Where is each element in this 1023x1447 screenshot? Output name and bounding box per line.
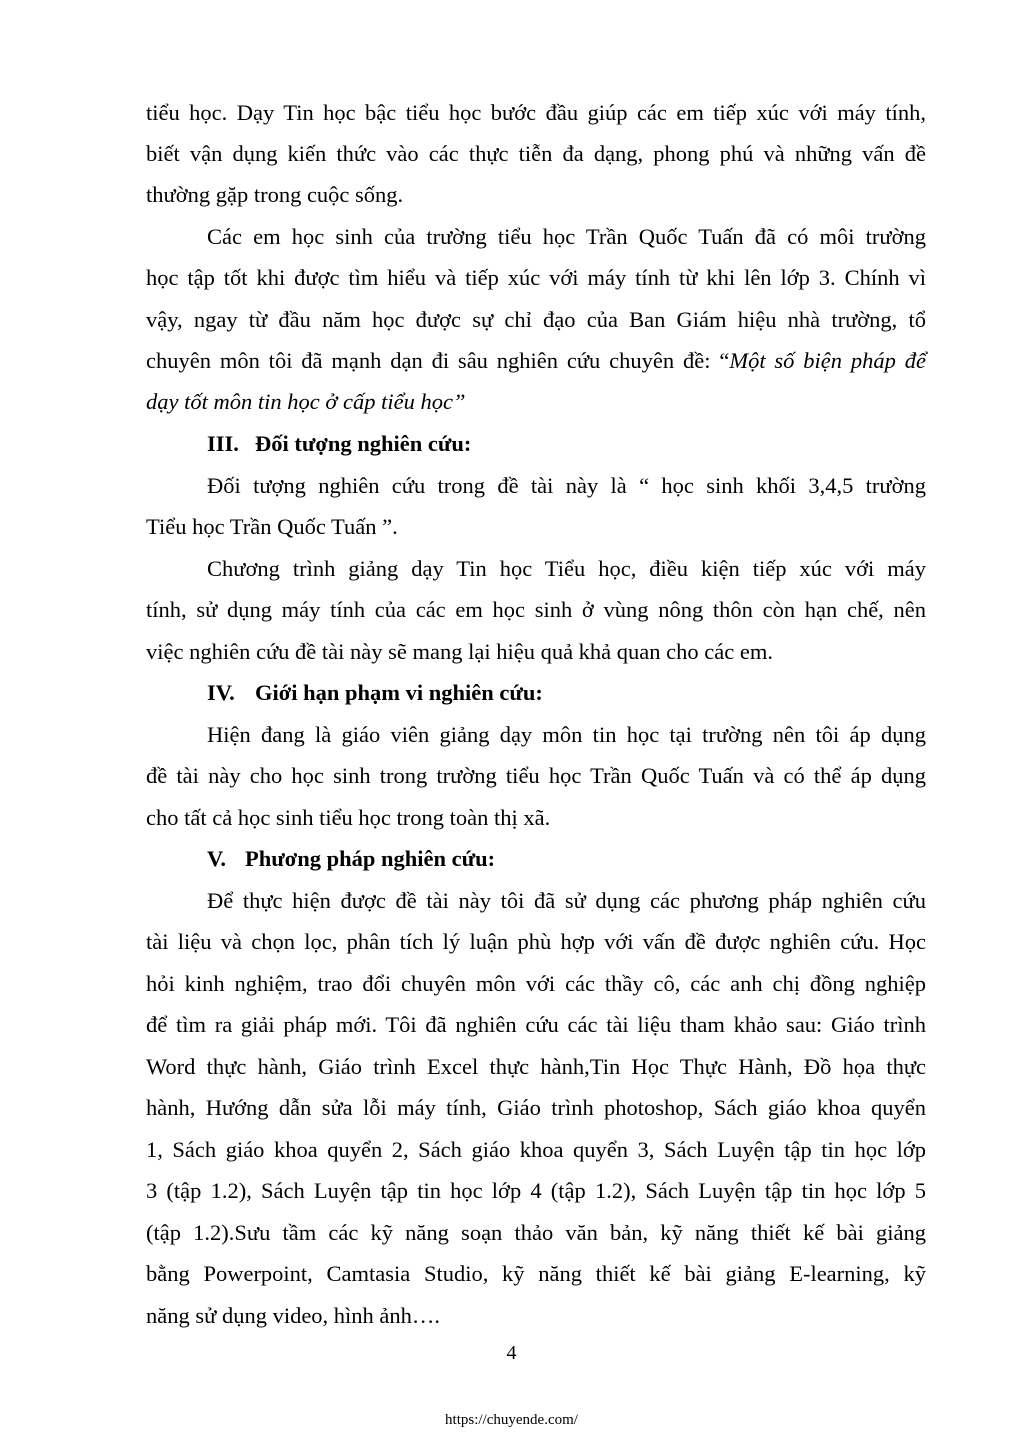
paragraph-text: chuyên môn tôi đã mạnh dạn đi sâu nghiên cứu chuyên đề: “ [146,348,730,373]
paragraph-line: tính, sử dụng máy tính của các em học sinh ở vùng nông thôn còn hạn chế, nên [146,597,926,622]
paragraph-line: hỏi kinh nghiệm, trao đổi chuyên môn với các thầy cô, các anh chị đồng nghiệp [146,971,926,996]
paragraph-line: đề tài này cho học sinh trong trường tiểu học Trần Quốc Tuấn và có thể áp dụng [146,763,926,788]
paragraph-line: học tập tốt khi được tìm hiểu và tiếp xúc với máy tính từ khi lên lớp 3. Chính vì [146,265,926,290]
paragraph-line: 3 (tập 1.2), Sách Luyện tập tin học lớp 4 (tập 1.2), Sách Luyện tập tin học lớp 5 [146,1178,926,1203]
paragraph-line: thường gặp trong cuộc sống. [146,182,404,207]
section-title: Giới hạn phạm vi nghiên cứu: [255,680,543,705]
topic-title-italic: Một số biện pháp để [729,348,926,373]
paragraph-line: Hiện đang là giáo viên giảng dạy môn tin học tại trường nên tôi áp dụng [207,722,926,747]
paragraph-line: Chương trình giảng dạy Tin học Tiểu học, điều kiện tiếp xúc với máy [207,556,926,581]
paragraph-line: bằng Powerpoint, Camtasia Studio, kỹ năng thiết kế bài giảng E-learning, kỹ [146,1261,926,1286]
paragraph-line: vậy, ngay từ đầu năm học được sự chỉ đạo của Ban Giám hiệu nhà trường, tổ [146,307,926,332]
section-heading [207,430,926,458]
section-title: Đối tượng nghiên cứu: [255,431,472,456]
paragraph-line: Đối tượng nghiên cứu trong đề tài này là “ học sinh khối 3,4,5 trường [207,473,926,498]
section-title: Phương pháp nghiên cứu: [245,846,496,871]
page-number: 4 [506,1342,517,1364]
paragraph-line [146,388,926,416]
footer-url[interactable]: https://chuyende.com/ [445,1412,578,1428]
paragraph-line [146,347,926,375]
section-number: V. [207,846,226,871]
paragraph-line: tiểu học. Dạy Tin học bậc tiểu học bước đầu giúp các em tiếp xúc với máy tính, [146,100,926,125]
paragraph-line: cho tất cả học sinh tiểu học trong toàn thị xã. [146,805,551,830]
paragraph-line: năng sử dụng video, hình ảnh…. [146,1303,441,1328]
section-heading [207,845,926,873]
paragraph-line: Các em học sinh của trường tiểu học Trần Quốc Tuấn đã có môi trường [207,224,926,249]
topic-title-italic: dạy tốt môn tin học ở cấp tiểu học” [146,389,466,414]
paragraph-line: việc nghiên cứu đề tài này sẽ mang lại hiệu quả khả quan cho các em. [146,639,773,664]
paragraph-line: Tiểu học Trần Quốc Tuấn ”. [146,514,398,539]
paragraph-line: biết vận dụng kiến thức vào các thực tiễn đa dạng, phong phú và những vấn đề [146,141,926,166]
section-heading [207,679,926,707]
paragraph-line: Word thực hành, Giáo trình Excel thực hành,Tin Học Thực Hành, Đồ họa thực [146,1054,926,1079]
section-number: III. [207,431,239,456]
paragraph-line: hành, Hướng dẫn sửa lỗi máy tính, Giáo trình photoshop, Sách giáo khoa quyển [146,1095,926,1120]
paragraph-line: (tập 1.2).Sưu tầm các kỹ năng soạn thảo văn bản, kỹ năng thiết kế bài giảng [146,1220,926,1245]
section-number: IV. [207,680,235,705]
paragraph-line: 1, Sách giáo khoa quyển 2, Sách giáo khoa quyển 3, Sách Luyện tập tin học lớp [146,1137,926,1162]
paragraph-line: Để thực hiện được đề tài này tôi đã sử dụng các phương pháp nghiên cứu [207,888,926,913]
paragraph-line: tài liệu và chọn lọc, phân tích lý luận phù hợp với vấn đề được nghiên cứu. Học [146,929,926,954]
paragraph-line: để tìm ra giải pháp mới. Tôi đã nghiên cứu các tài liệu tham khảo sau: Giáo trình [146,1012,926,1037]
